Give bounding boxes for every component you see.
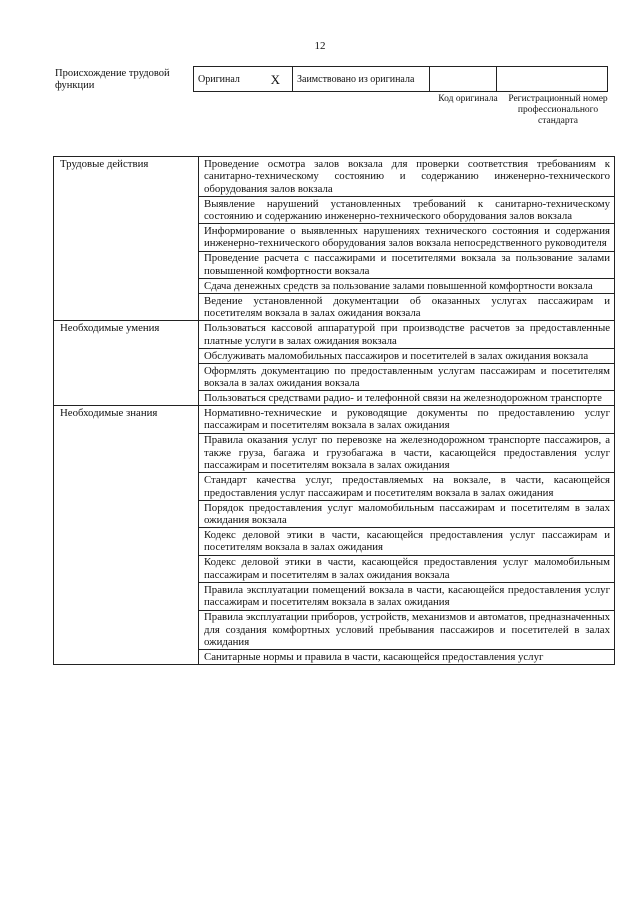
borrowed-label: Заимствовано из оригинала xyxy=(297,73,415,85)
original-label: Оригинал xyxy=(198,73,240,85)
section-item: Выявление нарушений установленных требований к санитарно-техническому состоянию и содержанию инженерно-технического оборудования залов вокзала xyxy=(199,196,615,223)
section-title: Необходимые умения xyxy=(54,321,199,406)
reg-number-caption: Регистрационный номер профессионального стандарта xyxy=(508,94,608,126)
section-item: Нормативно-технические и руководящие документы по предоставлению услуг пассажирам и посетителям вокзала в залах ожидания xyxy=(199,406,615,433)
section-item: Обслуживать маломобильных пассажиров и посетителей в залах ожидания вокзала xyxy=(199,348,615,363)
page-number: 12 xyxy=(314,40,326,52)
section-item: Информирование о выявленных нарушениях технического состояния и содержания инженерно-технического оборудования залов вокзала непосредственного руководителя xyxy=(199,224,615,251)
code-cell xyxy=(430,67,497,92)
section-item: Сдача денежных средств за пользование залами повышенной комфортности вокзала xyxy=(199,279,615,294)
code-caption: Код оригинала xyxy=(438,94,498,104)
section-item: Правила эксплуатации помещений вокзала в части, касающейся предоставления услуг пассажирам и посетителям вокзала в залах ожидания xyxy=(199,583,615,610)
section-item: Проведение расчета с пассажирами и посетителями вокзала за пользование залами повышенной комфортности вокзала xyxy=(199,251,615,278)
borrowed-cell xyxy=(293,67,430,92)
section-item: Ведение установленной документации об оказанных услугах пассажирам и посетителям вокзала в залах ожидания вокзала xyxy=(199,294,615,321)
section-title: Необходимые знания xyxy=(54,406,199,665)
section-title: Трудовые действия xyxy=(54,157,199,321)
section-item: Пользоваться кассовой аппаратурой при производстве расчетов за предоставленные платные услуги в залах ожидания вокзала xyxy=(199,321,615,348)
section-item: Пользоваться средствами радио- и телефонной связи на железнодорожном транспорте xyxy=(199,391,615,406)
section-item: Стандарт качества услуг, предоставляемых на вокзале, в части, касающейся предоставления услуг пассажирам и посетителям вокзала в залах ожидания xyxy=(199,473,615,500)
section-item: Порядок предоставления услуг маломобильным пассажирам и посетителям в залах ожидания вокзала xyxy=(199,500,615,527)
section-item: Санитарные нормы и правила в части, касающейся предоставления услуг xyxy=(199,650,615,665)
original-mark: X xyxy=(270,71,280,87)
section-item: Правила эксплуатации приборов, устройств, механизмов и автоматов, предназначенных для создания комфортных условий пребывания пассажиров и посетителей в залах ожидания xyxy=(199,610,615,650)
section-item: Кодекс деловой этики в части, касающейся предоставления услуг маломобильным пассажирам и посетителям в залах ожидания вокзала xyxy=(199,555,615,582)
origin-table xyxy=(193,66,608,92)
section-item: Кодекс деловой этики в части, касающейся предоставления услуг пассажирам и посетителям вокзала в залах ожидания xyxy=(199,528,615,555)
table-row xyxy=(54,157,615,197)
section-item: Оформлять документацию по предоставленным услугам пассажирам и посетителям вокзала в залах ожидания вокзала xyxy=(199,363,615,390)
original-cell xyxy=(194,67,293,92)
labor-function-table xyxy=(53,156,615,665)
table-row xyxy=(54,406,615,433)
table-row xyxy=(54,321,615,348)
origin-label: Происхождение трудовой функции xyxy=(55,68,170,91)
section-item: Проведение осмотра залов вокзала для проверки соответствия требованиям к санитарно-техническому состоянию и содержанию инженерно-технического оборудования залов вокзала xyxy=(199,157,615,197)
section-item: Правила оказания услуг по перевозке на железнодорожном транспорте пассажиров, а также груза, багажа и грузобагажа в части, касающейся предоставления услуг пассажирам и посетителям вокзала в залах ожидания xyxy=(199,433,615,473)
reg-number-cell xyxy=(497,67,608,92)
